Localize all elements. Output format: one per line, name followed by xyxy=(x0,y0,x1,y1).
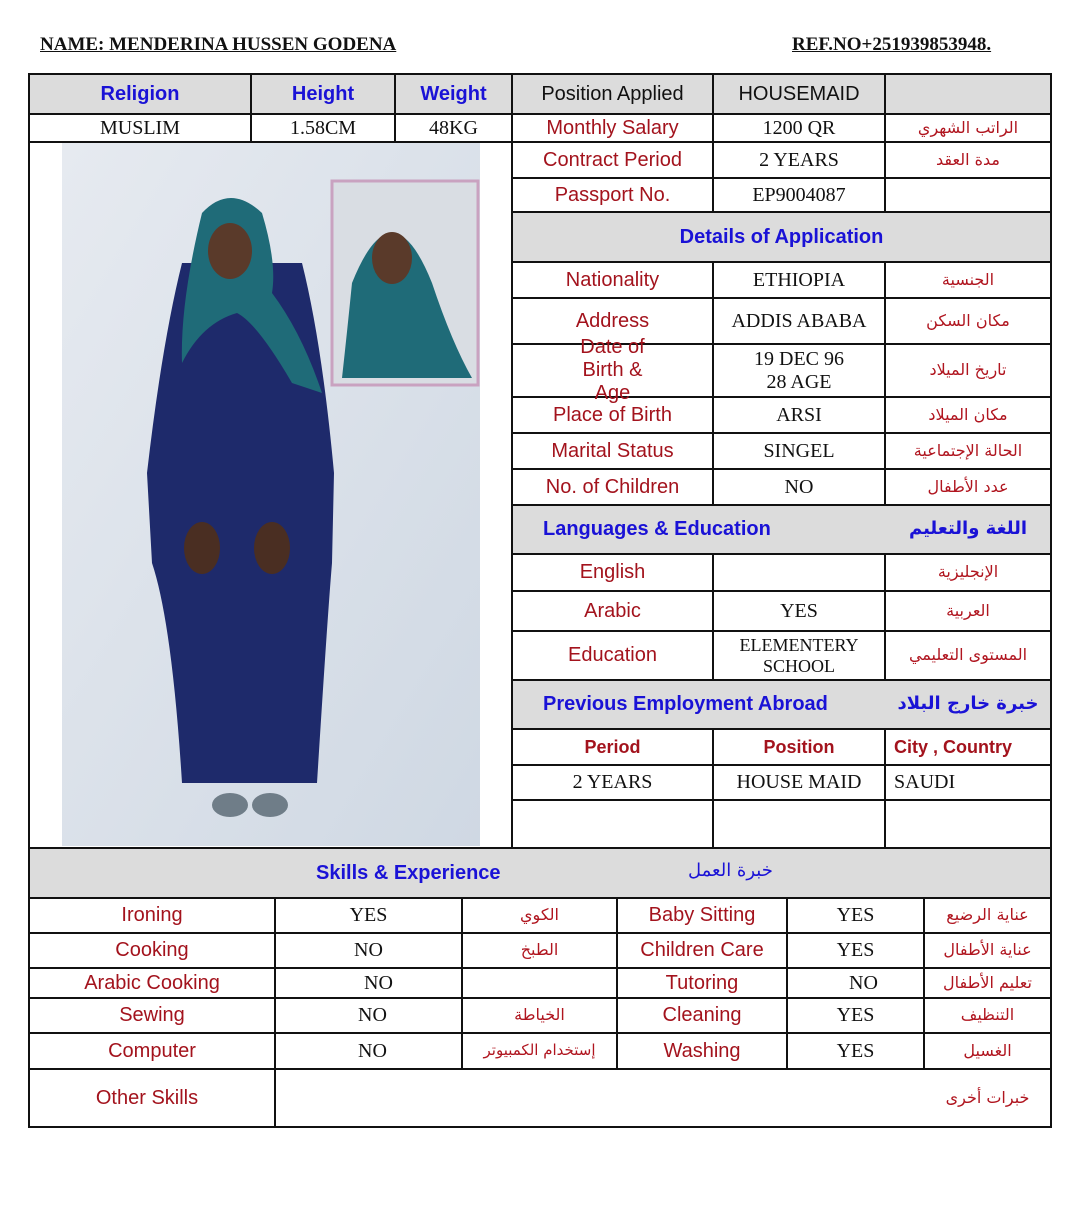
skill-cooking-ar: الطبخ xyxy=(463,934,618,969)
marital-value: SINGEL xyxy=(714,434,886,470)
skill-computer-ar: إستخدام الكمبيوتر xyxy=(463,1034,618,1070)
employment-col-city: City , Country xyxy=(886,730,1052,766)
skill-babysitting-ar: عناية الرضيع xyxy=(925,899,1052,934)
children-value: NO xyxy=(714,470,886,506)
skill-babysitting-label: Baby Sitting xyxy=(618,899,788,934)
skill-childrencare-ar: عناية الأطفال xyxy=(925,934,1052,969)
skill-cooking-label: Cooking xyxy=(30,934,276,969)
skill-ironing-label: Ironing xyxy=(30,899,276,934)
skill-cooking-value: NO xyxy=(276,934,463,969)
weight-label: Weight xyxy=(396,75,513,115)
skills-title-ar: خبرة العمل xyxy=(688,860,773,881)
skill-computer-label: Computer xyxy=(30,1034,276,1070)
skill-cleaning-value: YES xyxy=(788,999,925,1034)
religion-label: Religion xyxy=(30,75,252,115)
english-label: English xyxy=(513,555,714,592)
dob-ar: تاريخ الميلاد xyxy=(886,345,1052,398)
arabic-ar: العربية xyxy=(886,592,1052,632)
skill-cleaning-ar: التنظيف xyxy=(925,999,1052,1034)
religion-value: MUSLIM xyxy=(30,115,252,143)
passport-ar xyxy=(886,179,1052,213)
skill-arabiccooking-value: NO xyxy=(276,969,463,999)
marital-label: Marital Status xyxy=(513,434,714,470)
contract-value: 2 YEARS xyxy=(714,143,886,179)
contract-label: Contract Period xyxy=(513,143,714,179)
birthplace-ar: مكان الميلاد xyxy=(886,398,1052,434)
education-label: Education xyxy=(513,632,714,681)
other-skills-ar: خبرات أخرى xyxy=(925,1070,1052,1128)
passport-value: EP9004087 xyxy=(714,179,886,213)
details-title: Details of Application xyxy=(513,213,1052,263)
children-ar: عدد الأطفال xyxy=(886,470,1052,506)
photo-illustration xyxy=(62,143,480,846)
employment-empty-1 xyxy=(513,801,714,849)
skill-washing-ar: الغسيل xyxy=(925,1034,1052,1070)
weight-value: 48KG xyxy=(396,115,513,143)
education-value: ELEMENTERY SCHOOL xyxy=(714,632,886,681)
birthplace-value: ARSI xyxy=(714,398,886,434)
employment-city: SAUDI xyxy=(886,766,1052,801)
skill-sewing-label: Sewing xyxy=(30,999,276,1034)
arabic-label: Arabic xyxy=(513,592,714,632)
height-value: 1.58CM xyxy=(252,115,396,143)
dob-value: 19 DEC 96 28 AGE xyxy=(714,345,886,398)
skills-title: Skills & Experience xyxy=(316,862,501,884)
salary-ar: الراتب الشهري xyxy=(886,115,1052,143)
languages-title-ar: اللغة والتعليم xyxy=(886,506,1052,555)
education-ar: المستوى التعليمي xyxy=(886,632,1052,681)
marital-ar: الحالة الإجتماعية xyxy=(886,434,1052,470)
birthplace-label: Place of Birth xyxy=(513,398,714,434)
other-skills-label: Other Skills xyxy=(30,1070,276,1128)
employment-title-ar: خبرة خارج البلاد xyxy=(886,681,1052,730)
skill-washing-label: Washing xyxy=(618,1034,788,1070)
nationality-value: ETHIOPIA xyxy=(714,263,886,299)
position-applied-value: HOUSEMAID xyxy=(714,75,886,115)
address-value: ADDIS ABABA xyxy=(714,299,886,345)
skill-sewing-value: NO xyxy=(276,999,463,1034)
skill-washing-value: YES xyxy=(788,1034,925,1070)
dob-label: Date of Birth & Age xyxy=(513,345,714,398)
employment-title: Previous Employment Abroad xyxy=(513,681,886,730)
skill-cleaning-label: Cleaning xyxy=(618,999,788,1034)
employment-col-position: Position xyxy=(714,730,886,766)
skill-childrencare-value: YES xyxy=(788,934,925,969)
position-applied-ar xyxy=(886,75,1052,115)
position-applied-label: Position Applied xyxy=(513,75,714,115)
height-label: Height xyxy=(252,75,396,115)
salary-value: 1200 QR xyxy=(714,115,886,143)
nationality-label: Nationality xyxy=(513,263,714,299)
skill-tutoring-label: Tutoring xyxy=(618,969,788,999)
address-ar: مكان السكن xyxy=(886,299,1052,345)
english-ar: الإنجليزية xyxy=(886,555,1052,592)
skill-childrencare-label: Children Care xyxy=(618,934,788,969)
languages-title: Languages & Education xyxy=(513,506,886,555)
skill-tutoring-ar: تعليم الأطفال xyxy=(925,969,1052,999)
skill-ironing-ar: الكوي xyxy=(463,899,618,934)
employment-empty-2 xyxy=(714,801,886,849)
skill-arabiccooking-label: Arabic Cooking xyxy=(30,969,276,999)
nationality-ar: الجنسية xyxy=(886,263,1052,299)
contract-ar: مدة العقد xyxy=(886,143,1052,179)
skill-arabiccooking-ar xyxy=(463,969,618,999)
skill-computer-value: NO xyxy=(276,1034,463,1070)
employment-empty-3 xyxy=(886,801,1052,849)
skill-ironing-value: YES xyxy=(276,899,463,934)
skill-tutoring-value: NO xyxy=(788,969,925,999)
other-skills-value xyxy=(276,1070,925,1128)
skills-header xyxy=(30,849,1052,899)
applicant-photo xyxy=(62,143,480,846)
skill-sewing-ar: الخياطة xyxy=(463,999,618,1034)
reference-number: REF.NO+251939853948. xyxy=(792,34,992,55)
employment-position: HOUSE MAID xyxy=(714,766,886,801)
salary-label: Monthly Salary xyxy=(513,115,714,143)
applicant-name: NAME: MENDERINA HUSSEN GODENA xyxy=(40,34,397,55)
english-value xyxy=(714,555,886,592)
passport-label: Passport No. xyxy=(513,179,714,213)
employment-col-period: Period xyxy=(513,730,714,766)
children-label: No. of Children xyxy=(513,470,714,506)
address-label: Address xyxy=(513,299,714,345)
employment-period: 2 YEARS xyxy=(513,766,714,801)
arabic-value: YES xyxy=(714,592,886,632)
skill-babysitting-value: YES xyxy=(788,899,925,934)
